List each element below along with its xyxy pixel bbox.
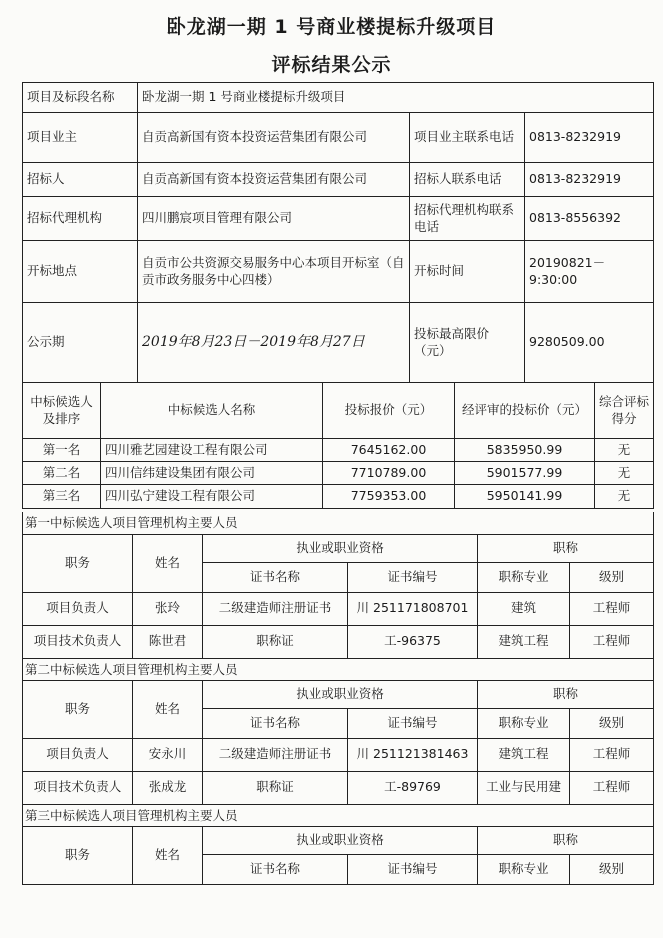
document-subtitle: 评标结果公示 bbox=[271, 54, 392, 76]
tenderee-phone-label: 招标人联系电话 bbox=[410, 163, 525, 197]
staff-header-duty: 职务 bbox=[23, 680, 133, 738]
info-row-owner bbox=[23, 113, 654, 163]
bid-review-price: 5950141.99 bbox=[455, 485, 595, 509]
staff-section-heading: 第二中标候选人项目管理机构主要人员 bbox=[23, 658, 654, 680]
staff-header-row bbox=[23, 826, 654, 854]
staff-header-name: 姓名 bbox=[133, 680, 203, 738]
notice-period-label: 公示期 bbox=[23, 303, 138, 383]
open-time-label: 开标时间 bbox=[410, 241, 525, 303]
staff-header-cert-no: 证书编号 bbox=[348, 854, 478, 884]
staff-level: 工程师 bbox=[570, 771, 654, 804]
staff-duty: 项目负责人 bbox=[23, 592, 133, 625]
staff-duty: 项目负责人 bbox=[23, 738, 133, 771]
staff-header-row bbox=[23, 680, 654, 708]
staff-header-qualification: 执业或职业资格 bbox=[203, 680, 478, 708]
staff-cert-name: 职称证 bbox=[203, 771, 348, 804]
staff-major: 建筑 bbox=[478, 592, 570, 625]
bid-score: 无 bbox=[595, 485, 654, 509]
staff-section-3-heading-row bbox=[23, 804, 654, 826]
bid-candidate-name: 四川信纬建设集团有限公司 bbox=[101, 462, 323, 485]
staff-header-title-major: 职称专业 bbox=[478, 708, 570, 738]
bid-header-row bbox=[23, 383, 654, 439]
staff-major: 工业与民用建 bbox=[478, 771, 570, 804]
staff-cert-name: 二级建造师注册证书 bbox=[203, 592, 348, 625]
staff-header-title: 职称 bbox=[478, 534, 654, 562]
staff-name: 张玲 bbox=[133, 592, 203, 625]
staff-header-level: 级别 bbox=[570, 854, 654, 884]
staff-row bbox=[23, 592, 654, 625]
open-place-label: 开标地点 bbox=[23, 241, 138, 303]
staff-major: 建筑工程 bbox=[478, 738, 570, 771]
info-row-tenderee bbox=[23, 163, 654, 197]
staff-header-qualification: 执业或职业资格 bbox=[203, 534, 478, 562]
staff-duty: 项目技术负责人 bbox=[23, 771, 133, 804]
owner-phone-label: 项目业主联系电话 bbox=[410, 113, 525, 163]
bid-candidates-table bbox=[22, 382, 654, 509]
bid-score: 无 bbox=[595, 462, 654, 485]
staff-table bbox=[22, 512, 654, 885]
staff-header-level: 级别 bbox=[570, 708, 654, 738]
project-name-value: 卧龙湖一期 1 号商业楼提标升级项目 bbox=[138, 83, 654, 113]
staff-header-title: 职称 bbox=[478, 680, 654, 708]
bid-candidate-name: 四川雅艺园建设工程有限公司 bbox=[101, 439, 323, 462]
bid-header-name: 中标候选人名称 bbox=[101, 383, 323, 439]
staff-section-1-heading-row bbox=[23, 512, 654, 534]
info-row-project-name bbox=[23, 83, 654, 113]
staff-header-qualification: 执业或职业资格 bbox=[203, 826, 478, 854]
staff-section-2-heading-row bbox=[23, 658, 654, 680]
owner-value: 自贡高新国有资本投资运营集团有限公司 bbox=[138, 113, 410, 163]
staff-name: 张成龙 bbox=[133, 771, 203, 804]
staff-level: 工程师 bbox=[570, 592, 654, 625]
bid-header-rank: 中标候选人及排序 bbox=[23, 383, 101, 439]
staff-cert-no: 川 251171808701 bbox=[348, 592, 478, 625]
staff-name: 陈世君 bbox=[133, 625, 203, 658]
bid-price: 7645162.00 bbox=[323, 439, 455, 462]
notice-period-value: 2019年8月23日－2019年8月27日 bbox=[138, 303, 410, 383]
tenderee-label: 招标人 bbox=[23, 163, 138, 197]
open-time-value: 20190821－9:30:00 bbox=[525, 241, 654, 303]
staff-cert-no: 川 251121381463 bbox=[348, 738, 478, 771]
bid-price: 7759353.00 bbox=[323, 485, 455, 509]
max-price-label: 投标最高限价（元） bbox=[410, 303, 525, 383]
staff-header-name: 姓名 bbox=[133, 826, 203, 884]
staff-header-cert-no: 证书编号 bbox=[348, 708, 478, 738]
staff-header-cert-name: 证书名称 bbox=[203, 562, 348, 592]
info-row-notice bbox=[23, 303, 654, 383]
staff-header-cert-name: 证书名称 bbox=[203, 854, 348, 884]
document-title: 卧龙湖一期 1 号商业楼提标升级项目 bbox=[166, 16, 497, 38]
project-name-label: 项目及标段名称 bbox=[23, 83, 138, 113]
staff-cert-no: 工-89769 bbox=[348, 771, 478, 804]
staff-cert-no: 工-96375 bbox=[348, 625, 478, 658]
bid-rank: 第一名 bbox=[23, 439, 101, 462]
staff-header-row bbox=[23, 534, 654, 562]
staff-section-heading: 第三中标候选人项目管理机构主要人员 bbox=[23, 804, 654, 826]
bid-header-price: 投标报价（元） bbox=[323, 383, 455, 439]
staff-header-name: 姓名 bbox=[133, 534, 203, 592]
bid-header-review-price: 经评审的投标价（元） bbox=[455, 383, 595, 439]
staff-header-level: 级别 bbox=[570, 562, 654, 592]
staff-level: 工程师 bbox=[570, 625, 654, 658]
bid-row-3 bbox=[23, 485, 654, 509]
owner-phone-value: 0813-8232919 bbox=[525, 113, 654, 163]
bid-candidate-name: 四川弘宁建设工程有限公司 bbox=[101, 485, 323, 509]
staff-header-duty: 职务 bbox=[23, 826, 133, 884]
staff-header-title-major: 职称专业 bbox=[478, 854, 570, 884]
staff-duty: 项目技术负责人 bbox=[23, 625, 133, 658]
staff-header-title: 职称 bbox=[478, 826, 654, 854]
staff-header-title-major: 职称专业 bbox=[478, 562, 570, 592]
agency-value: 四川鹏宸项目管理有限公司 bbox=[138, 197, 410, 241]
bid-review-price: 5901577.99 bbox=[455, 462, 595, 485]
staff-cert-name: 二级建造师注册证书 bbox=[203, 738, 348, 771]
agency-phone-value: 0813-8556392 bbox=[525, 197, 654, 241]
open-place-value: 自贡市公共资源交易服务中心本项目开标室（自贡市政务服务中心四楼） bbox=[138, 241, 410, 303]
staff-row bbox=[23, 625, 654, 658]
staff-row bbox=[23, 771, 654, 804]
staff-header-cert-no: 证书编号 bbox=[348, 562, 478, 592]
staff-cert-name: 职称证 bbox=[203, 625, 348, 658]
agency-phone-label: 招标代理机构联系电话 bbox=[410, 197, 525, 241]
tenderee-phone-value: 0813-8232919 bbox=[525, 163, 654, 197]
staff-level: 工程师 bbox=[570, 738, 654, 771]
owner-label: 项目业主 bbox=[23, 113, 138, 163]
bid-review-price: 5835950.99 bbox=[455, 439, 595, 462]
staff-row bbox=[23, 738, 654, 771]
staff-major: 建筑工程 bbox=[478, 625, 570, 658]
bid-rank: 第二名 bbox=[23, 462, 101, 485]
bid-row-2 bbox=[23, 462, 654, 485]
tenderee-value: 自贡高新国有资本投资运营集团有限公司 bbox=[138, 163, 410, 197]
max-price-value: 9280509.00 bbox=[525, 303, 654, 383]
bid-row-1 bbox=[23, 439, 654, 462]
info-row-open bbox=[23, 241, 654, 303]
staff-header-cert-name: 证书名称 bbox=[203, 708, 348, 738]
info-row-agency bbox=[23, 197, 654, 241]
bid-rank: 第三名 bbox=[23, 485, 101, 509]
staff-section-heading: 第一中标候选人项目管理机构主要人员 bbox=[23, 512, 654, 534]
bid-price: 7710789.00 bbox=[323, 462, 455, 485]
agency-label: 招标代理机构 bbox=[23, 197, 138, 241]
bid-header-score: 综合评标得分 bbox=[595, 383, 654, 439]
staff-header-duty: 职务 bbox=[23, 534, 133, 592]
project-info-table bbox=[22, 82, 654, 383]
staff-name: 安永川 bbox=[133, 738, 203, 771]
bid-score: 无 bbox=[595, 439, 654, 462]
